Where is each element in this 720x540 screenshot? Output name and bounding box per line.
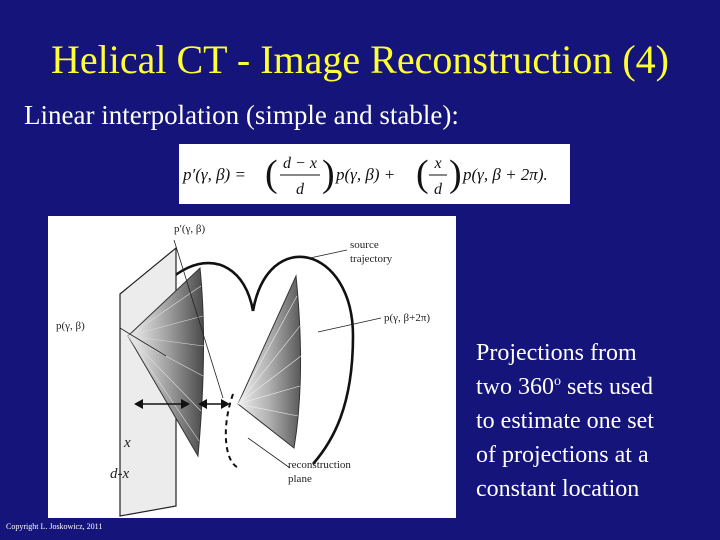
label-plane: plane [288, 473, 312, 485]
formula-lhs: p′(γ, β) = [183, 165, 246, 184]
formula-paren-open-2: ( [416, 153, 429, 195]
copyright-notice: Copyright L. Joskowicz, 2011 [6, 522, 103, 531]
label-pprime: p′(γ, β) [174, 223, 206, 235]
formula-paren-close-1: ) [322, 153, 335, 195]
formula-term2: p(γ, β + 2π). [463, 165, 548, 184]
caption-line-3: to estimate one set [476, 408, 654, 434]
formula-frac2-numerator: x [434, 155, 442, 172]
label-source: source [350, 239, 379, 251]
right-fan-beam [238, 276, 301, 448]
label-reconstruction: reconstruction [288, 459, 351, 471]
leader-p2pi [318, 318, 381, 332]
helical-interpolation-diagram [48, 216, 456, 518]
degree-superscript: o [554, 374, 561, 389]
formula-term1: p(γ, β) + [336, 165, 396, 184]
caption-line-5: constant location [476, 476, 640, 502]
formula-frac1-numerator: d − x [283, 155, 317, 172]
label-x: x [124, 435, 131, 451]
label-p: p(γ, β) [56, 320, 85, 332]
interpolation-formula [179, 144, 570, 204]
caption-line-4: of projections at a [476, 442, 649, 468]
caption-line-2-pre: two 360 [476, 374, 554, 400]
formula-paren-close-2: ) [449, 153, 462, 195]
slide-title: Helical CT - Image Reconstruction (4) [51, 37, 669, 82]
formula-frac1-denominator: d [296, 181, 304, 198]
slide-subtitle: Linear interpolation (simple and stable): [24, 100, 459, 130]
distance-arrow-right [198, 399, 230, 409]
caption-line-1: Projections from [476, 340, 637, 366]
caption-text [476, 336, 716, 506]
caption-line-2 [476, 370, 716, 404]
leader-source [310, 250, 347, 258]
formula-paren-open-1: ( [265, 153, 278, 195]
caption-line-2-post: sets used [561, 374, 653, 400]
label-dx: d-x [110, 466, 130, 482]
label-p2pi: p(γ, β+2π) [384, 312, 431, 324]
leader-recon [248, 438, 290, 468]
label-trajectory: trajectory [350, 253, 393, 265]
formula-frac2-denominator: d [434, 181, 442, 198]
